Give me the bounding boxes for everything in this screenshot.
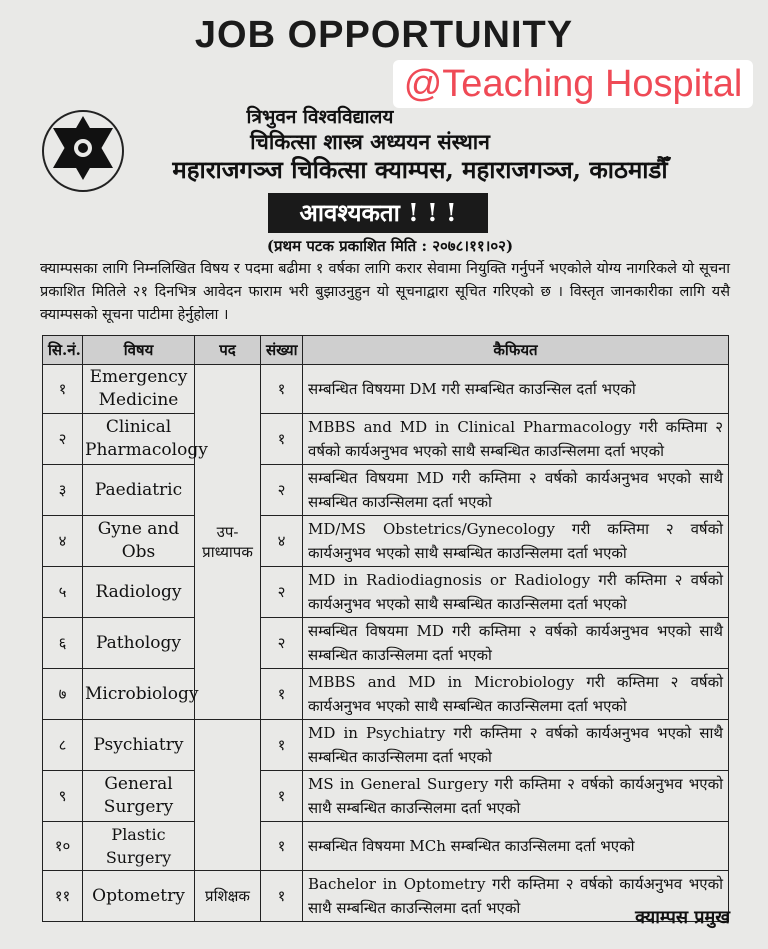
header-sn: सि.नं.: [43, 336, 83, 365]
table-row: [43, 365, 729, 414]
cell-remarks: सम्बन्धित विषयमा MD गरी कम्तिमा २ वर्षको कार्यअनुभव भएको साथै सम्बन्धित काउन्सिलमा दर्ता भएको: [303, 618, 729, 669]
header-count: संख्या: [261, 336, 303, 365]
cell-sn: ९: [43, 771, 83, 822]
cell-subject: Radiology: [83, 567, 195, 618]
cell-subject: Optometry: [83, 871, 195, 922]
cell-remarks: MS in General Surgery गरी कम्तिमा २ वर्षको कार्यअनुभव भएको साथै सम्बन्धित काउन्सिलमा दर्ता भएको: [303, 771, 729, 822]
table-row: [43, 771, 729, 822]
cell-subject: Pathology: [83, 618, 195, 669]
table-header-row: [43, 336, 729, 365]
page-title: JOB OPPORTUNITY: [194, 14, 574, 56]
cell-subject: Paediatric: [83, 465, 195, 516]
cell-remarks: Bachelor in Optometry गरी कम्तिमा २ वर्षको कार्यअनुभव भएको साथै सम्बन्धित काउन्सिलमा दर्ता भएको: [303, 871, 729, 922]
cell-subject: Emergency Medicine: [83, 365, 195, 414]
table-row: [43, 618, 729, 669]
cell-count: १: [261, 822, 303, 871]
cell-remarks: MBBS and MD in Clinical Pharmacology गरी कम्तिमा २ वर्षको कार्यअनुभव भएको साथै सम्बन्धित काउन्सिलमा दर्ता भएको: [303, 414, 729, 465]
cell-sn: ५: [43, 567, 83, 618]
campus-chief-signature: क्याम्पस प्रमुख: [635, 907, 730, 928]
cell-count: १: [261, 771, 303, 822]
table-row: [43, 567, 729, 618]
cell-remarks: सम्बन्धित विषयमा MD गरी कम्तिमा २ वर्षको कार्यअनुभव भएको साथै सम्बन्धित काउन्सिलमा दर्ता भएको: [303, 465, 729, 516]
cell-sn: ७: [43, 669, 83, 720]
header-post: पद: [195, 336, 261, 365]
cell-subject: Plastic Surgery: [83, 822, 195, 871]
campus-name: महाराजगञ्ज चिकित्सा क्याम्पस, महाराजगञ्ज, काठमाडौँ: [172, 155, 668, 184]
cell-remarks: सम्बन्धित विषयमा DM गरी सम्बन्धित काउन्सिल दर्ता भएको: [303, 365, 729, 414]
cell-count: २: [261, 618, 303, 669]
cell-sn: ६: [43, 618, 83, 669]
intro-paragraph: क्याम्पसका लागि निम्नलिखित विषय र पदमा बढीमा १ वर्षका लागि करार सेवामा नियुक्ति गर्नुपर्ने भएकोले योग्य नागरिकले यो सूचना प्रकाशित मितिले २१ दिनभित्र आवेदन फाराम भरी बुझाउनुहुन यो सूचनाद्वारा सूचित गरिएको छ । विस्तृत जानकारीका लागि यसै क्याम्पसको सूचना पाटीमा हेर्नुहोला ।: [40, 261, 730, 323]
published-date: (प्रथम पटक प्रकाशित मिति : २०७८।११।०२): [266, 237, 514, 255]
cell-count: २: [261, 465, 303, 516]
institute-name: चिकित्सा शास्त्र अध्ययन संस्थान: [250, 129, 490, 154]
cell-subject: Gyne and Obs: [83, 516, 195, 567]
cell-sn: २: [43, 414, 83, 465]
cell-count: १: [261, 414, 303, 465]
watermark: @Teaching Hospital: [393, 60, 753, 108]
cell-remarks: MD in Psychiatry गरी कम्तिमा २ वर्षको कार्यअनुभव भएको साथै सम्बन्धित काउन्सिलमा दर्ता भएको: [303, 720, 729, 771]
cell-sn: ११: [43, 871, 83, 922]
table-row: [43, 465, 729, 516]
table-row: [43, 516, 729, 567]
cell-count: १: [261, 871, 303, 922]
vacancy-banner: आवश्यकता ! ! !: [268, 193, 488, 233]
header-remarks: कैफियत: [303, 336, 729, 365]
cell-sn: ४: [43, 516, 83, 567]
cell-count: १: [261, 669, 303, 720]
table-row: [43, 822, 729, 871]
cell-subject: Clinical Pharmacology: [83, 414, 195, 465]
table-row: [43, 414, 729, 465]
table-row: [43, 720, 729, 771]
vacancy-table: [42, 335, 729, 922]
cell-sn: ३: [43, 465, 83, 516]
cell-remarks: MD in Radiodiagnosis or Radiology गरी कम्तिमा २ वर्षको कार्यअनुभव भएको साथै सम्बन्धित काउन्सिलमा दर्ता भएको: [303, 567, 729, 618]
cell-count: ४: [261, 516, 303, 567]
cell-remarks: सम्बन्धित विषयमा MCh सम्बन्धित काउन्सिलमा दर्ता भएको: [303, 822, 729, 871]
cell-remarks: MBBS and MD in Microbiology गरी कम्तिमा २ वर्षको कार्यअनुभव भएको साथै सम्बन्धित काउन्सिलमा दर्ता भएको: [303, 669, 729, 720]
cell-subject: Psychiatry: [83, 720, 195, 771]
cell-count: १: [261, 720, 303, 771]
header-subject: विषय: [83, 336, 195, 365]
cell-sn: १: [43, 365, 83, 414]
tribhuvan-university-logo-icon: [40, 108, 126, 194]
cell-count: २: [261, 567, 303, 618]
cell-remarks: MD/MS Obstetrics/Gynecology गरी कम्तिमा २ वर्षको कार्यअनुभव भएको साथै सम्बन्धित काउन्सिलमा दर्ता भएको: [303, 516, 729, 567]
university-name: त्रिभुवन विश्वविद्यालय: [246, 106, 394, 128]
table-row: [43, 669, 729, 720]
cell-sn: ८: [43, 720, 83, 771]
cell-post-empty: [195, 720, 261, 871]
cell-subject: Microbiology: [83, 669, 195, 720]
cell-post: प्रशिक्षक: [195, 871, 261, 922]
cell-sn: १०: [43, 822, 83, 871]
cell-count: १: [261, 365, 303, 414]
cell-post: उप-प्राध्यापक: [195, 365, 261, 720]
cell-subject: General Surgery: [83, 771, 195, 822]
